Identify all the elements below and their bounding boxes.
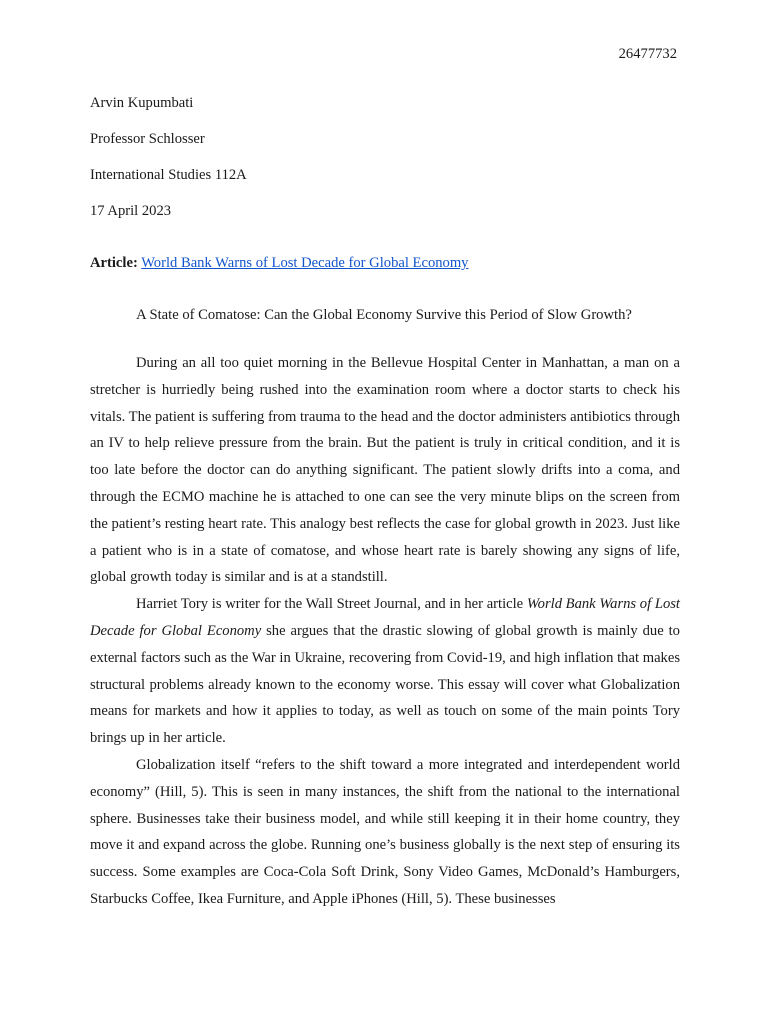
professor-name: Professor Schlosser bbox=[90, 131, 205, 147]
paragraph-1: During an all too quiet morning in the Bellevue Hospital Center in Manhattan, a man on a stretcher is hurriedly being rushed into the examination room where a doctor starts to check his vitals. The patient is suffering from trauma to the head and the doctor administers antibiotics through an IV to help relieve pressure from the brain. But the patient is truly in critical condition, and it is too late before the doctor can do anything significant. The patient slowly drifts into a coma, and through the ECMO machine he is attached to one can see the very minute blips on the screen from the patient’s resting heart rate. This analogy best reflects the case for global growth in 2023. Just like a patient who is in a state of comatose, and whose heart rate is barely showing any signs of life, global growth today is similar and is at a standstill. bbox=[90, 355, 680, 586]
article-label: Article: bbox=[90, 255, 138, 271]
author-name: Arvin Kupumbati bbox=[90, 95, 194, 111]
essay-body bbox=[90, 350, 680, 913]
paragraph-2 bbox=[90, 591, 680, 752]
page-number: 26477732 bbox=[618, 46, 677, 62]
paragraph-2-rest: she argues that the drastic slowing of global growth is mainly due to external factors such as the War in Ukraine, recovering from Covid-19, and high inflation that makes structural problems already known to the economy worse. This essay will cover what Globalization means for markets and how it applies to today, as well as touch on some of the main points Tory brings up in her article. bbox=[90, 622, 680, 747]
essay-title: A State of Comatose: Can the Global Economy Survive this Period of Slow Growth? bbox=[136, 307, 632, 323]
course-name: International Studies 112A bbox=[90, 167, 247, 183]
article-link[interactable]: World Bank Warns of Lost Decade for Global Economy bbox=[141, 255, 469, 271]
paragraph-2-intro: Harriet Tory is writer for the Wall Street Journal, and in her article bbox=[136, 596, 527, 613]
article-reference bbox=[90, 253, 468, 273]
article-title-italic: World Bank Warns of Lost Decade for Global Economy bbox=[90, 596, 680, 639]
mla-heading bbox=[90, 93, 678, 237]
essay-date: 17 April 2023 bbox=[90, 203, 172, 219]
paragraph-3: Globalization itself “refers to the shift toward a more integrated and interdependent world economy” (Hill, 5). This is seen in many instances, the shift from the national to the international sphere. Businesses take their business model, and while still keeping it in their home country, they move it and expand across the globe. Running one’s business globally is the next step of ensuring its success. Some examples are Coca-Cola Soft Drink, Sony Video Games, McDonald’s Hamburgers, Starbucks Coffee, Ikea Furniture, and Apple iPhones (Hill, 5). These businesses bbox=[90, 756, 680, 907]
